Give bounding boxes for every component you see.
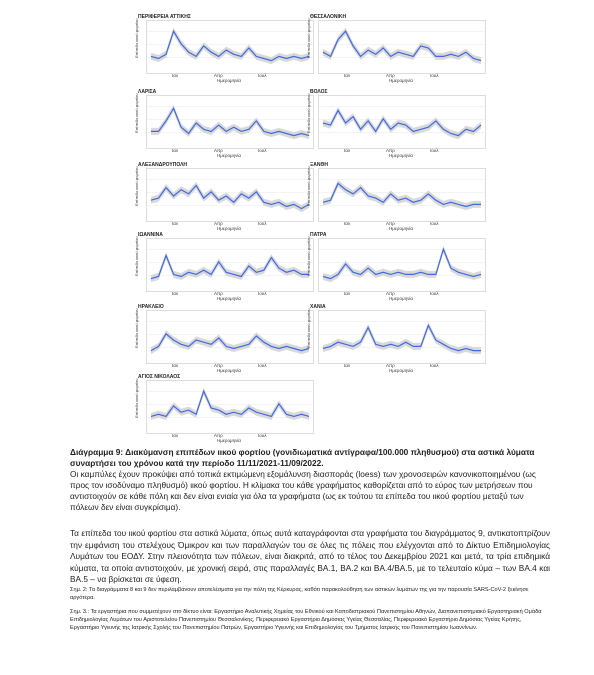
confidence-band <box>151 388 309 420</box>
chart-panel <box>134 232 316 301</box>
x-axis-label: Ημερομηνία <box>217 438 241 443</box>
panel-title: ΠΕΡΙΦΕΡΕΙΑ ΑΤΤΙΚΗΣ <box>138 14 191 20</box>
chart-panel <box>306 14 488 83</box>
plot-svg <box>319 311 485 363</box>
x-tick-label: Ιουλ <box>430 73 439 78</box>
panel-title: ΛΑΡΙΣΑ <box>138 89 157 95</box>
chart-panel <box>306 232 488 301</box>
x-axis-label: Ημερομηνία <box>389 368 413 373</box>
x-tick-label: Ιαν <box>344 363 351 368</box>
x-tick-label: Ιαν <box>344 221 351 226</box>
footnote-3: Σημ. 3.: Τα εργαστήρια που συμμετέχουν στο δίκτυο είναι: Εργαστήριο Αναλυτικής Χημείας του Εθνικού και Καποδιστριακού Πανεπιστημίου Αθηνών, Διαπανεπιστημιακό Εργαστηριακή Ομάδα Επιδημιολογίας Λυμάτων του Αριστοτελείου Πανεπιστημίου Θεσσαλονίκης, Περιφερειακό Εργαστήριο Δημόσιας Υγείας Θεσσαλίας, Περιφερειακό Εργαστήριο Δημόσιας Υγείας Κρήτης, Εργαστήριο Υγιεινής της Ιατρικής Σχολής του Πανεπιστημίου Πατρών, Εργαστήριο Υγιεινής και Επιδημιολογίας του Τμήματος Ιατρικής του Πανεπιστημίου Ιωαννίνων. <box>70 609 542 631</box>
footnote-2: Σημ. 2: Τα διαγράμματα 8 και 9 δεν περιλαμβάνουν αποτελέσματα για την πόλη της Κέρκυρας, καθότι παρακολούθηση των αστικών λυμάτων της για την παρουσία SARS-CoV-2 ξεκίνησε αργότερα. <box>70 587 529 601</box>
x-axis-label: Ημερομηνία <box>217 368 241 373</box>
chart-panel <box>134 14 316 83</box>
x-tick-label: Ιουλ <box>430 363 439 368</box>
x-tick-label: Ιαν <box>344 73 351 78</box>
x-tick-label: Ιαν <box>344 291 351 296</box>
panel-title: ΞΑΝΘΗ <box>310 162 328 168</box>
x-axis-label: Ημερομηνία <box>389 296 413 301</box>
x-tick-label: Απρ <box>386 363 395 368</box>
x-tick-label: Ιουλ <box>430 148 439 153</box>
confidence-band <box>323 246 481 282</box>
plot-area <box>146 380 314 434</box>
confidence-band <box>323 322 481 354</box>
y-axis-label: Επίπεδο ιικού φορτίου <box>134 378 139 418</box>
confidence-band <box>151 182 309 212</box>
plot-area <box>318 238 486 292</box>
x-tick-label: Ιαν <box>172 73 179 78</box>
panel-title: ΙΩΑΝΝΙΝΑ <box>138 232 163 238</box>
plot-svg <box>147 239 313 291</box>
figure-caption: Διάγραμμα 9: Διακύμανση επιπέδων ιικού φορτίου (γονιδιωματικά αντίγραφα/100.000 πληθυσμού) στα αστικά λύματα συναρτήσει του χρόνου κατά την περίοδο 11/11/2021-11/09/2022. <box>70 447 535 468</box>
x-axis-label: Ημερομηνία <box>389 153 413 158</box>
plot-area <box>146 238 314 292</box>
x-axis-label: Ημερομηνία <box>389 226 413 231</box>
panel-title: ΠΑΤΡΑ <box>310 232 327 238</box>
x-tick-label: Απρ <box>214 221 223 226</box>
x-tick-label: Ιουλ <box>258 221 267 226</box>
x-tick-label: Ιουλ <box>258 148 267 153</box>
x-tick-label: Απρ <box>214 363 223 368</box>
plot-svg <box>147 381 313 433</box>
x-axis-label: Ημερομηνία <box>217 153 241 158</box>
plot-svg <box>319 169 485 221</box>
x-tick-label: Απρ <box>214 148 223 153</box>
body-paragraph: Τα επίπεδα του ιικού φορτίου στα αστικά λύματα, όπως αυτά καταγράφονται στα γραφήματα του διαγράμματος 9, αντικατοπτρίζουν την εμφάνιση του στελέχους Όμικρον και των παραλλαγών του σε όλες τις πόλεις που ελέγχονται από το Δίκτυο Επιδημιολογίας Λυμάτων του ΕΟΔΥ. Στην πλειονότητα των πόλεων, είναι διακριτά, από το τέλος του Δεκεμβρίου 2021 και μετά, τα τρία επιδημικά κύματα, τα οποία αντιστοιχούν, με χρονική σειρά, στις παραλλαγές BA.1, BA.2 και BA.4/BA.5, με το τελευταίο κύμα – των BA.4 και BA.5 – να βρίσκεται σε ύφεση. <box>70 528 550 584</box>
x-tick-label: Ιαν <box>172 148 179 153</box>
y-axis-label: Επίπεδο ιικού φορτίου <box>306 18 311 58</box>
x-tick-label: Απρ <box>214 291 223 296</box>
x-tick-label: Απρ <box>214 73 223 78</box>
plot-area <box>318 310 486 364</box>
x-tick-label: Ιουλ <box>258 363 267 368</box>
confidence-band <box>323 107 481 139</box>
panel-title: ΑΓΙΟΣ ΝΙΚΟΛΑΟΣ <box>138 374 181 380</box>
plot-area <box>318 20 486 74</box>
x-axis-label: Ημερομηνία <box>217 296 241 301</box>
y-axis-label: Επίπεδο ιικού φορτίου <box>134 236 139 276</box>
plot-area <box>318 95 486 149</box>
chart-panel <box>134 89 316 158</box>
confidence-band <box>151 252 309 282</box>
chart-panel <box>306 89 488 158</box>
plot-svg <box>147 21 313 73</box>
x-tick-label: Ιουλ <box>258 433 267 438</box>
plot-svg <box>147 311 313 363</box>
plot-area <box>318 168 486 222</box>
x-tick-label: Απρ <box>386 148 395 153</box>
x-tick-label: Απρ <box>386 73 395 78</box>
plot-svg <box>319 239 485 291</box>
y-axis-label: Επίπεδο ιικού φορτίου <box>306 236 311 276</box>
chart-panel <box>134 374 316 443</box>
caption-text: Οι καμπύλες έχουν προκύψει από τοπικά εκτιμώμενη εξομάλυνση διασποράς (loess) των χρονοσειρών κανονικοποιημένου (ως προς τον ισοδύναμο πληθυσμό) ιικού φορτίου. Η κλίμακα του κάθε γραφήματος καθορίζεται από το εύρος των μετρήσεων που αντιστοιχούν σε κάθε πόλη και δεν είναι ενιαία για όλα τα γραφήματα (ως εκ τούτου τα επίπεδα του ιικού φορτίου μεταξύ των πόλεων δεν είναι συγκρίσιμα). <box>70 469 536 512</box>
plot-area <box>146 168 314 222</box>
panel-title: ΗΡΑΚΛΕΙΟ <box>138 304 164 310</box>
x-tick-label: Ιουλ <box>430 291 439 296</box>
x-tick-label: Ιουλ <box>258 73 267 78</box>
plot-area <box>146 20 314 74</box>
x-axis-label: Ημερομηνία <box>217 226 241 231</box>
panel-title: ΘΕΣΣΑΛΟΝΙΚΗ <box>310 14 347 20</box>
x-tick-label: Ιαν <box>172 363 179 368</box>
plot-svg <box>319 21 485 73</box>
plot-svg <box>147 96 313 148</box>
confidence-band <box>151 330 309 354</box>
y-axis-label: Επίπεδο ιικού φορτίου <box>134 166 139 206</box>
y-axis-label: Επίπεδο ιικού φορτίου <box>306 308 311 348</box>
x-tick-label: Απρ <box>386 291 395 296</box>
chart-panel <box>306 162 488 231</box>
panel-title: ΧΑΝΙΑ <box>310 304 326 310</box>
x-tick-label: Ιουλ <box>430 221 439 226</box>
x-tick-label: Ιαν <box>172 433 179 438</box>
panel-title: ΑΛΕΞΑΝΔΡΟΥΠΟΛΗ <box>138 162 188 168</box>
x-tick-label: Ιαν <box>172 291 179 296</box>
y-axis-label: Επίπεδο ιικού φορτίου <box>134 308 139 348</box>
x-tick-label: Ιαν <box>172 221 179 226</box>
plot-area <box>146 310 314 364</box>
y-axis-label: Επίπεδο ιικού φορτίου <box>306 93 311 133</box>
plot-svg <box>147 169 313 221</box>
panel-title: ΒΟΛΟΣ <box>310 89 328 95</box>
chart-panel <box>134 162 316 231</box>
chart-panel <box>306 304 488 373</box>
chart-panel <box>134 304 316 373</box>
x-tick-label: Ιαν <box>344 148 351 153</box>
x-tick-label: Απρ <box>386 221 395 226</box>
y-axis-label: Επίπεδο ιικού φορτίου <box>134 18 139 58</box>
y-axis-label: Επίπεδο ιικού φορτίου <box>306 166 311 206</box>
plot-area <box>146 95 314 149</box>
x-axis-label: Ημερομηνία <box>217 78 241 83</box>
y-axis-label: Επίπεδο ιικού φορτίου <box>134 93 139 133</box>
x-tick-label: Απρ <box>214 433 223 438</box>
x-axis-label: Ημερομηνία <box>389 78 413 83</box>
x-tick-label: Ιουλ <box>258 291 267 296</box>
plot-svg <box>319 96 485 148</box>
